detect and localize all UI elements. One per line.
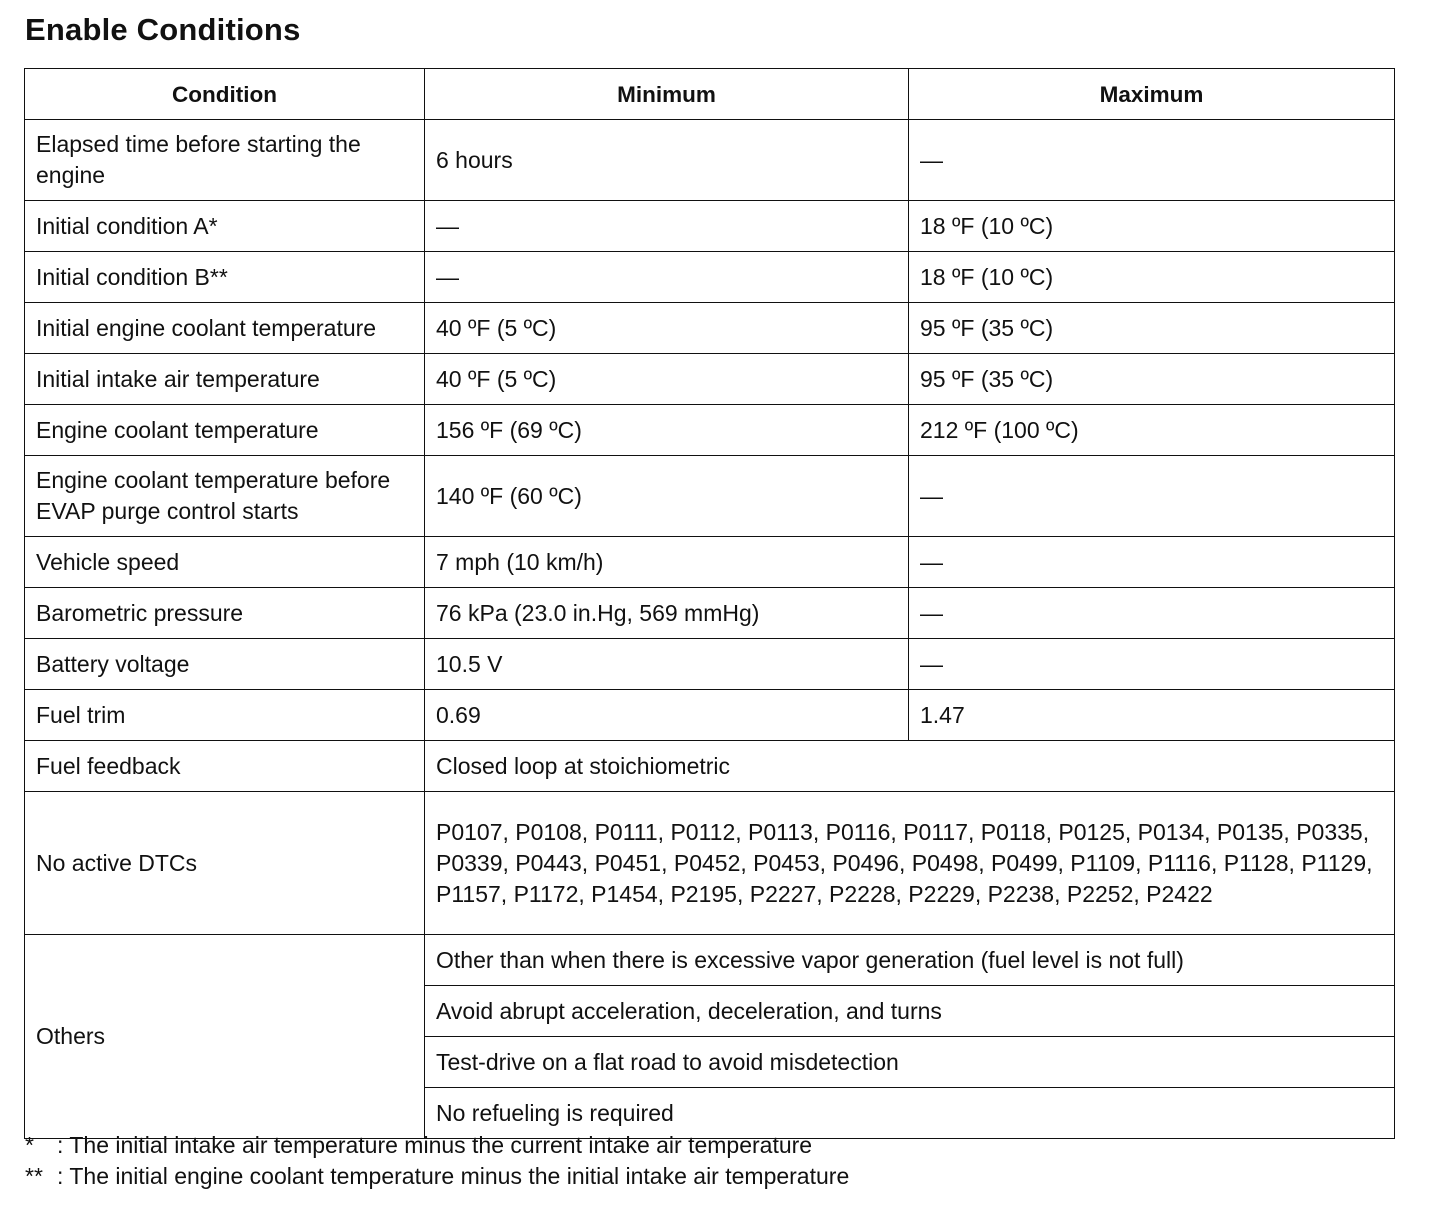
minimum-cell: 7 mph (10 km/h) <box>425 537 909 588</box>
maximum-cell: — <box>909 537 1395 588</box>
table-row <box>25 690 1395 741</box>
others-item: Test-drive on a flat road to avoid misdetection <box>425 1037 1395 1088</box>
condition-cell: Initial condition A* <box>25 201 425 252</box>
table-row <box>25 456 1395 537</box>
condition-cell: Battery voltage <box>25 639 425 690</box>
table-row-fuel-feedback <box>25 741 1395 792</box>
condition-cell: Engine coolant temperature before EVAP purge control starts <box>25 456 425 537</box>
others-item: Avoid abrupt acceleration, deceleration, and turns <box>425 986 1395 1037</box>
minimum-cell: 40 ºF (5 ºC) <box>425 303 909 354</box>
maximum-cell: 1.47 <box>909 690 1395 741</box>
maximum-cell: 18 ºF (10 ºC) <box>909 201 1395 252</box>
minimum-cell: — <box>425 252 909 303</box>
condition-cell: Initial engine coolant temperature <box>25 303 425 354</box>
table-row-no-active-dtcs <box>25 792 1395 935</box>
maximum-cell: 95 ºF (35 ºC) <box>909 303 1395 354</box>
table-row <box>25 120 1395 201</box>
condition-cell: Vehicle speed <box>25 537 425 588</box>
footnote <box>25 1130 849 1161</box>
maximum-cell: 95 ºF (35 ºC) <box>909 354 1395 405</box>
table-header-row <box>25 69 1395 120</box>
minimum-cell: 0.69 <box>425 690 909 741</box>
minimum-cell: — <box>425 201 909 252</box>
condition-cell: Others <box>25 935 425 1139</box>
header-minimum: Minimum <box>425 69 909 120</box>
table-row <box>25 639 1395 690</box>
maximum-cell: — <box>909 120 1395 201</box>
table-row <box>25 252 1395 303</box>
condition-cell: Engine coolant temperature <box>25 405 425 456</box>
footnote-text: : The initial engine coolant temperature minus the initial intake air temperature <box>57 1163 850 1189</box>
table-row-others <box>25 935 1395 986</box>
minimum-cell: 10.5 V <box>425 639 909 690</box>
condition-cell: Elapsed time before starting the engine <box>25 120 425 201</box>
others-item: No refueling is required <box>425 1088 1395 1139</box>
footnote-mark: * <box>25 1132 34 1158</box>
footnote <box>25 1161 849 1192</box>
dtc-list: P0107, P0108, P0111, P0112, P0113, P0116, P0117, P0118, P0125, P0134, P0135, P0335, P0339, P0443, P0451, P0452, P0453, P0496, P0498, P0499, P1109, P1116, P1128, P1129, P1157, P1172, P1454, P2195, P2227, P2228, P2229, P2238, P2252, P2422 <box>425 792 1395 935</box>
others-item: Other than when there is excessive vapor generation (fuel level is not full) <box>425 935 1395 986</box>
table-row <box>25 303 1395 354</box>
enable-conditions-table <box>24 68 1395 1139</box>
minimum-cell: 6 hours <box>425 120 909 201</box>
condition-cell: Initial condition B** <box>25 252 425 303</box>
table-row <box>25 588 1395 639</box>
maximum-cell: 18 ºF (10 ºC) <box>909 252 1395 303</box>
table-row <box>25 537 1395 588</box>
minimum-cell: 156 ºF (69 ºC) <box>425 405 909 456</box>
minimum-cell: 76 kPa (23.0 in.Hg, 569 mmHg) <box>425 588 909 639</box>
footnotes <box>25 1130 849 1192</box>
page-title: Enable Conditions <box>25 12 301 47</box>
maximum-cell: — <box>909 639 1395 690</box>
table-row <box>25 201 1395 252</box>
fuel-feedback-value: Closed loop at stoichiometric <box>425 741 1395 792</box>
header-condition: Condition <box>25 69 425 120</box>
table-row <box>25 405 1395 456</box>
table-row <box>25 354 1395 405</box>
footnote-text: : The initial intake air temperature minus the current intake air temperature <box>57 1132 813 1158</box>
minimum-cell: 40 ºF (5 ºC) <box>425 354 909 405</box>
condition-cell: Fuel trim <box>25 690 425 741</box>
footnote-mark: ** <box>25 1163 43 1189</box>
maximum-cell: — <box>909 456 1395 537</box>
header-maximum: Maximum <box>909 69 1395 120</box>
maximum-cell: 212 ºF (100 ºC) <box>909 405 1395 456</box>
maximum-cell: — <box>909 588 1395 639</box>
condition-cell: Fuel feedback <box>25 741 425 792</box>
minimum-cell: 140 ºF (60 ºC) <box>425 456 909 537</box>
condition-cell: No active DTCs <box>25 792 425 935</box>
condition-cell: Barometric pressure <box>25 588 425 639</box>
condition-cell: Initial intake air temperature <box>25 354 425 405</box>
